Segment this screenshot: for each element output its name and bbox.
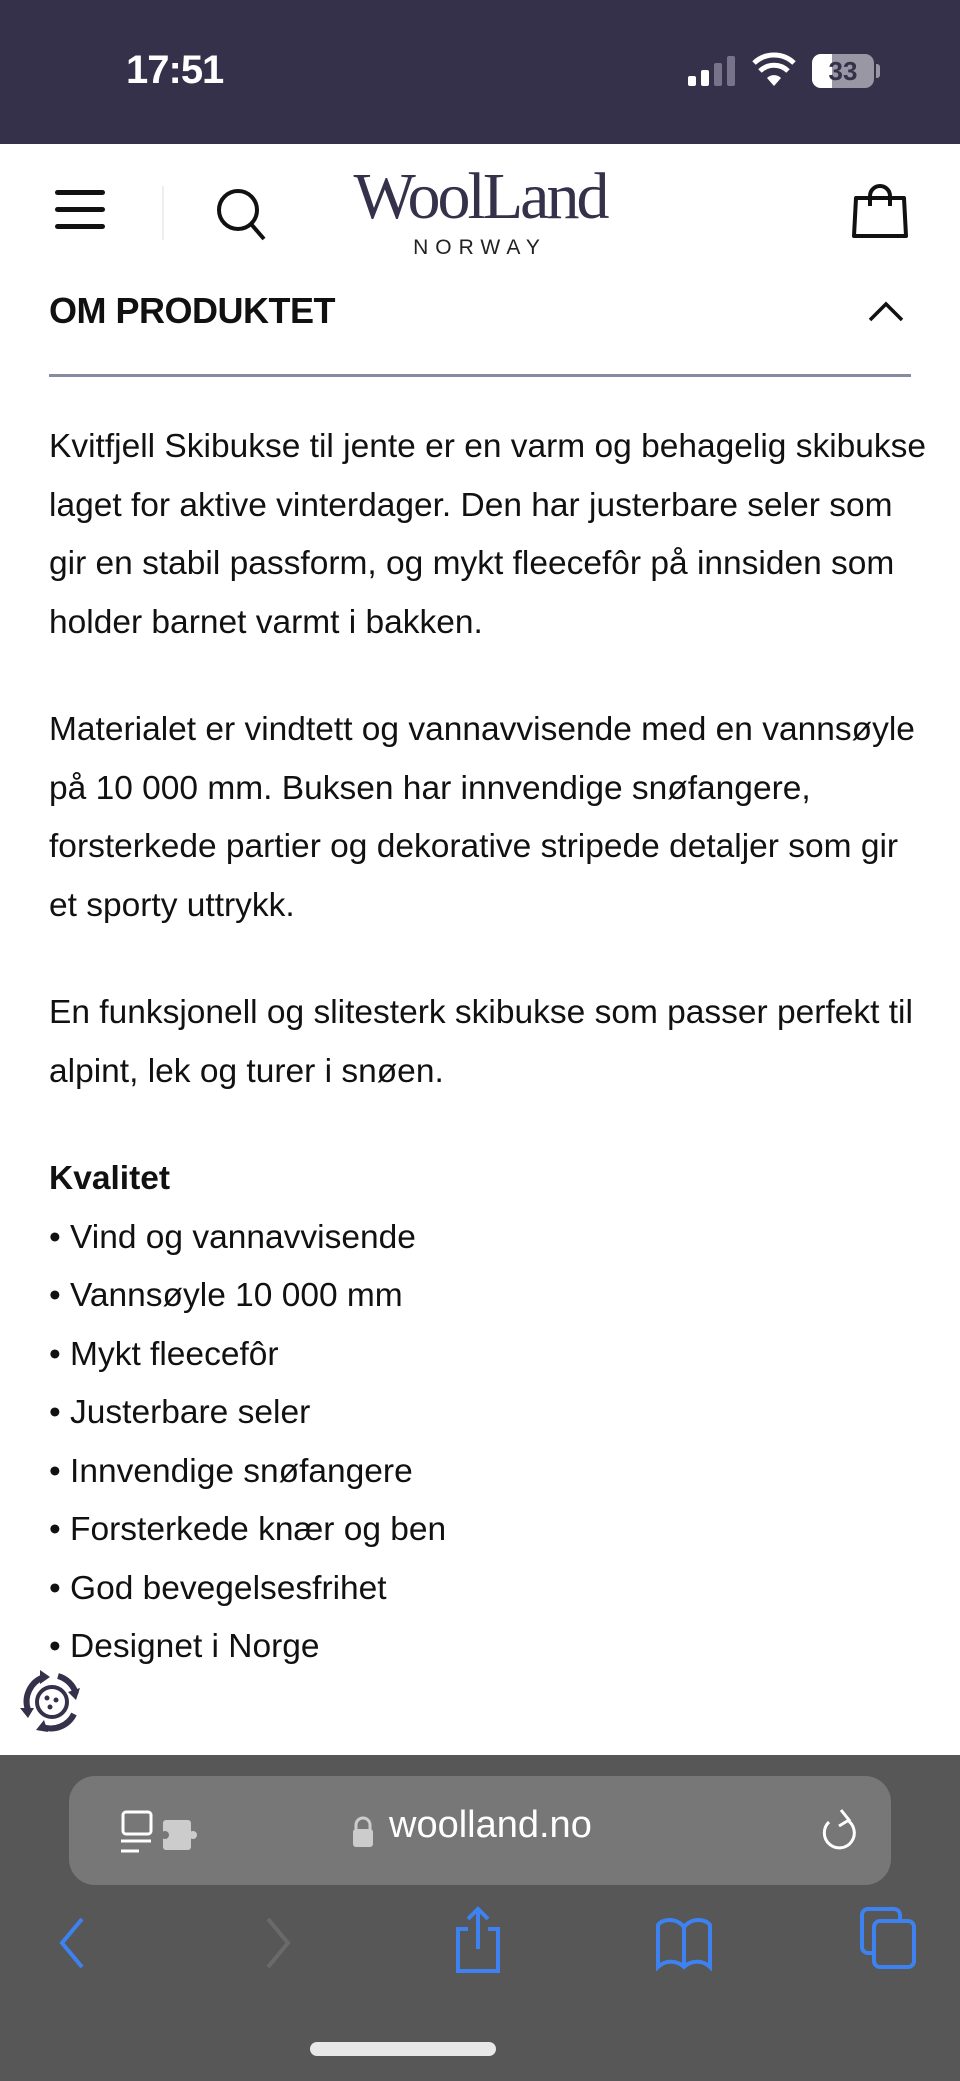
quality-list bbox=[49, 1209, 929, 1677]
clock: 17:51 bbox=[126, 48, 224, 92]
paragraph: Kvitfjell Skibukse til jente er en varm og behagelig skibukse laget for aktive vinterdager. Den har justerbare seler som gir en stabil passform, og mykt fleecefôr på innsiden som holder barnet varmt i bakken. bbox=[49, 428, 927, 641]
paragraph: Materialet er vindtett og vannavvisende med en vannsøyle på 10 000 mm. Buksen har innvendige snøfangere, forsterkede partier og dekorative stripede detaljer som gir et sporty uttrykk. bbox=[49, 711, 915, 924]
paragraph: En funksjonell og slitesterk skibukse som passer perfekt til alpint, lek og turer i snøen. bbox=[49, 994, 913, 1090]
tabs-icon[interactable] bbox=[858, 1905, 918, 1971]
signal-icon bbox=[688, 56, 735, 86]
lock-icon bbox=[351, 1816, 375, 1848]
home-indicator[interactable] bbox=[310, 2042, 496, 2056]
menu-icon[interactable] bbox=[55, 190, 105, 241]
divider bbox=[49, 374, 911, 377]
reload-icon[interactable] bbox=[817, 1806, 861, 1856]
list-item: • Innvendige snøfangere bbox=[49, 1452, 413, 1490]
chevron-up-icon[interactable] bbox=[866, 292, 906, 332]
battery-icon: 33 bbox=[812, 54, 874, 88]
list-item: • Forsterkede knær og ben bbox=[49, 1511, 447, 1548]
recycle-badge-icon[interactable] bbox=[14, 1664, 90, 1740]
bookmarks-icon[interactable] bbox=[654, 1915, 714, 1971]
list-item: • Mykt fleecefôr bbox=[49, 1335, 279, 1373]
list-item: • Vannsøyle 10 000 mm bbox=[49, 1277, 403, 1314]
list-item: • God bevegelsesfrihet bbox=[49, 1569, 387, 1607]
list-item: • Designet i Norge bbox=[49, 1628, 320, 1665]
address-bar[interactable] bbox=[69, 1776, 891, 1885]
page-menu-icon[interactable] bbox=[111, 1808, 201, 1858]
product-description bbox=[49, 418, 929, 1677]
url-text: woolland.no bbox=[389, 1804, 592, 1846]
cart-icon[interactable] bbox=[850, 184, 910, 240]
status-bar bbox=[0, 0, 960, 144]
section-title[interactable]: OM PRODUKTET bbox=[49, 290, 335, 331]
forward-icon[interactable] bbox=[260, 1915, 296, 1971]
quality-heading: Kvalitet bbox=[49, 1160, 171, 1197]
site-header bbox=[0, 144, 960, 270]
list-item: • Vind og vannavvisende bbox=[49, 1218, 416, 1256]
browser-toolbar bbox=[0, 1755, 960, 2081]
list-item: • Justerbare seler bbox=[49, 1394, 311, 1431]
wifi-icon bbox=[752, 52, 796, 88]
logo[interactable]: WoolLand NORWAY bbox=[353, 160, 607, 259]
search-icon[interactable] bbox=[214, 186, 270, 242]
back-icon[interactable] bbox=[54, 1915, 90, 1971]
share-icon[interactable] bbox=[452, 1905, 504, 1975]
